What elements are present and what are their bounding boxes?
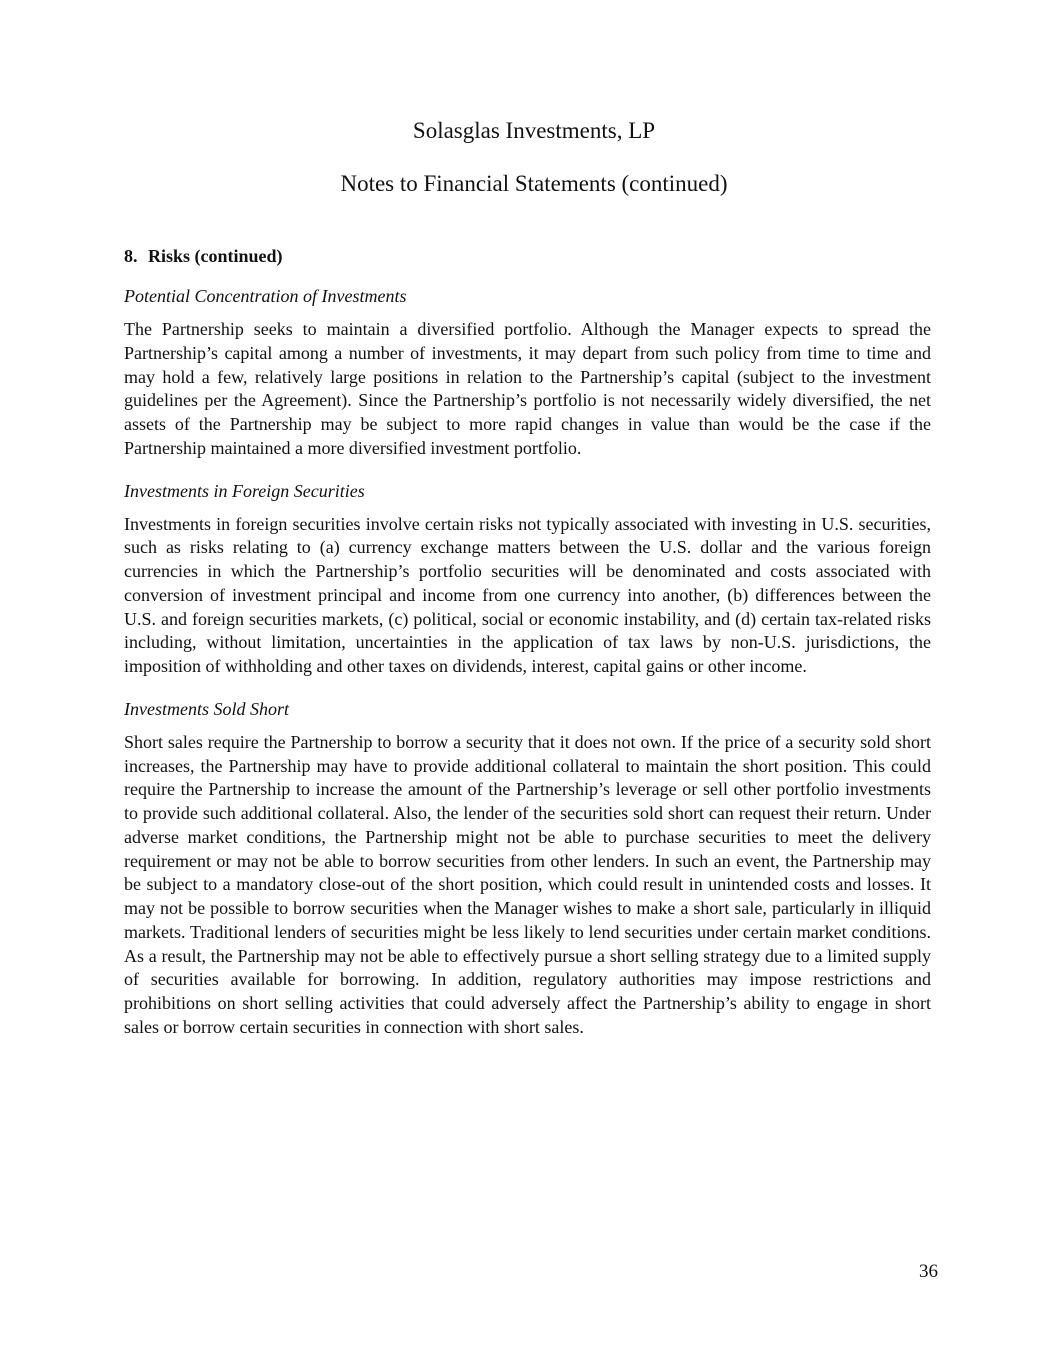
subsection-sold-short: [124, 697, 931, 1040]
section-number: 8.: [124, 246, 138, 266]
subsection-concentration: [124, 284, 931, 461]
document-title: Notes to Financial Statements (continued): [340, 171, 728, 196]
subsection-paragraph: The Partnership seeks to maintain a diversified portfolio. Although the Manager expects to spread the Partnership’s capital among a number of investments, it may depart from such policy from time to time and may hold a few, relatively large positions in relation to the Partnership’s capital (subject to the investment guidelines per the Agreement). Since the Partnership’s portfolio is not necessarily widely diversified, the net assets of the Partnership may be subject to more rapid changes in value than would be the case if the Partnership maintained a more diversified investment portfolio.: [124, 319, 931, 458]
subsection-paragraph: Short sales require the Partnership to borrow a security that it does not own. If the price of a security sold short increases, the Partnership may have to provide additional collateral to maintain the short position. This could require the Partnership to increase the amount of the Partnership’s leverage or sell other portfolio investments to provide such additional collateral. Also, the lender of the securities sold short can request their return. Under adverse market conditions, the Partnership might not be able to purchase securities to meet the delivery requirement or may not be able to borrow securities from other lenders. In such an event, the Partnership may be subject to a mandatory close-out of the short position, which could result in unintended costs and losses. It may not be possible to borrow securities when the Manager wishes to make a short sale, particularly in illiquid markets. Traditional lenders of securities might be less likely to lend securities under certain market conditions. As a result, the Partnership may not be able to effectively pursue a short selling strategy due to a limited supply of securities available for borrowing. In addition, regulatory authorities may impose restrictions and prohibitions on short selling activities that could adversely affect the Partnership’s ability to engage in short sales or borrow certain securities in connection with short sales.: [124, 731, 931, 1037]
subsection-heading: Investments Sold Short: [124, 698, 289, 719]
section-heading: [124, 244, 931, 268]
subsection-heading: Investments in Foreign Securities: [124, 480, 365, 501]
subsection-paragraph: Investments in foreign securities involve certain risks not typically associated with investing in U.S. securities, such as risks relating to (a) currency exchange matters between the U.S. dollar and the various foreign currencies in which the Partnership’s portfolio securities will be denominated and costs associated with conversion of investment principal and income from one currency into another, (b) differences between the U.S. and foreign securities markets, (c) political, social or economic instability, and (d) certain tax-related risks including, without limitation, uncertainties in the application of tax laws by non-U.S. jurisdictions, the imposition of withholding and other taxes on dividends, interest, capital gains or other income.: [124, 513, 931, 676]
notes-content: [124, 244, 931, 1058]
company-name: Solasglas Investments, LP: [412, 118, 656, 143]
page-number: 36: [919, 1261, 938, 1282]
subsection-heading: Potential Concentration of Investments: [124, 286, 407, 306]
subsection-foreign-securities: [124, 479, 931, 679]
section-title: Risks (continued): [148, 246, 283, 266]
